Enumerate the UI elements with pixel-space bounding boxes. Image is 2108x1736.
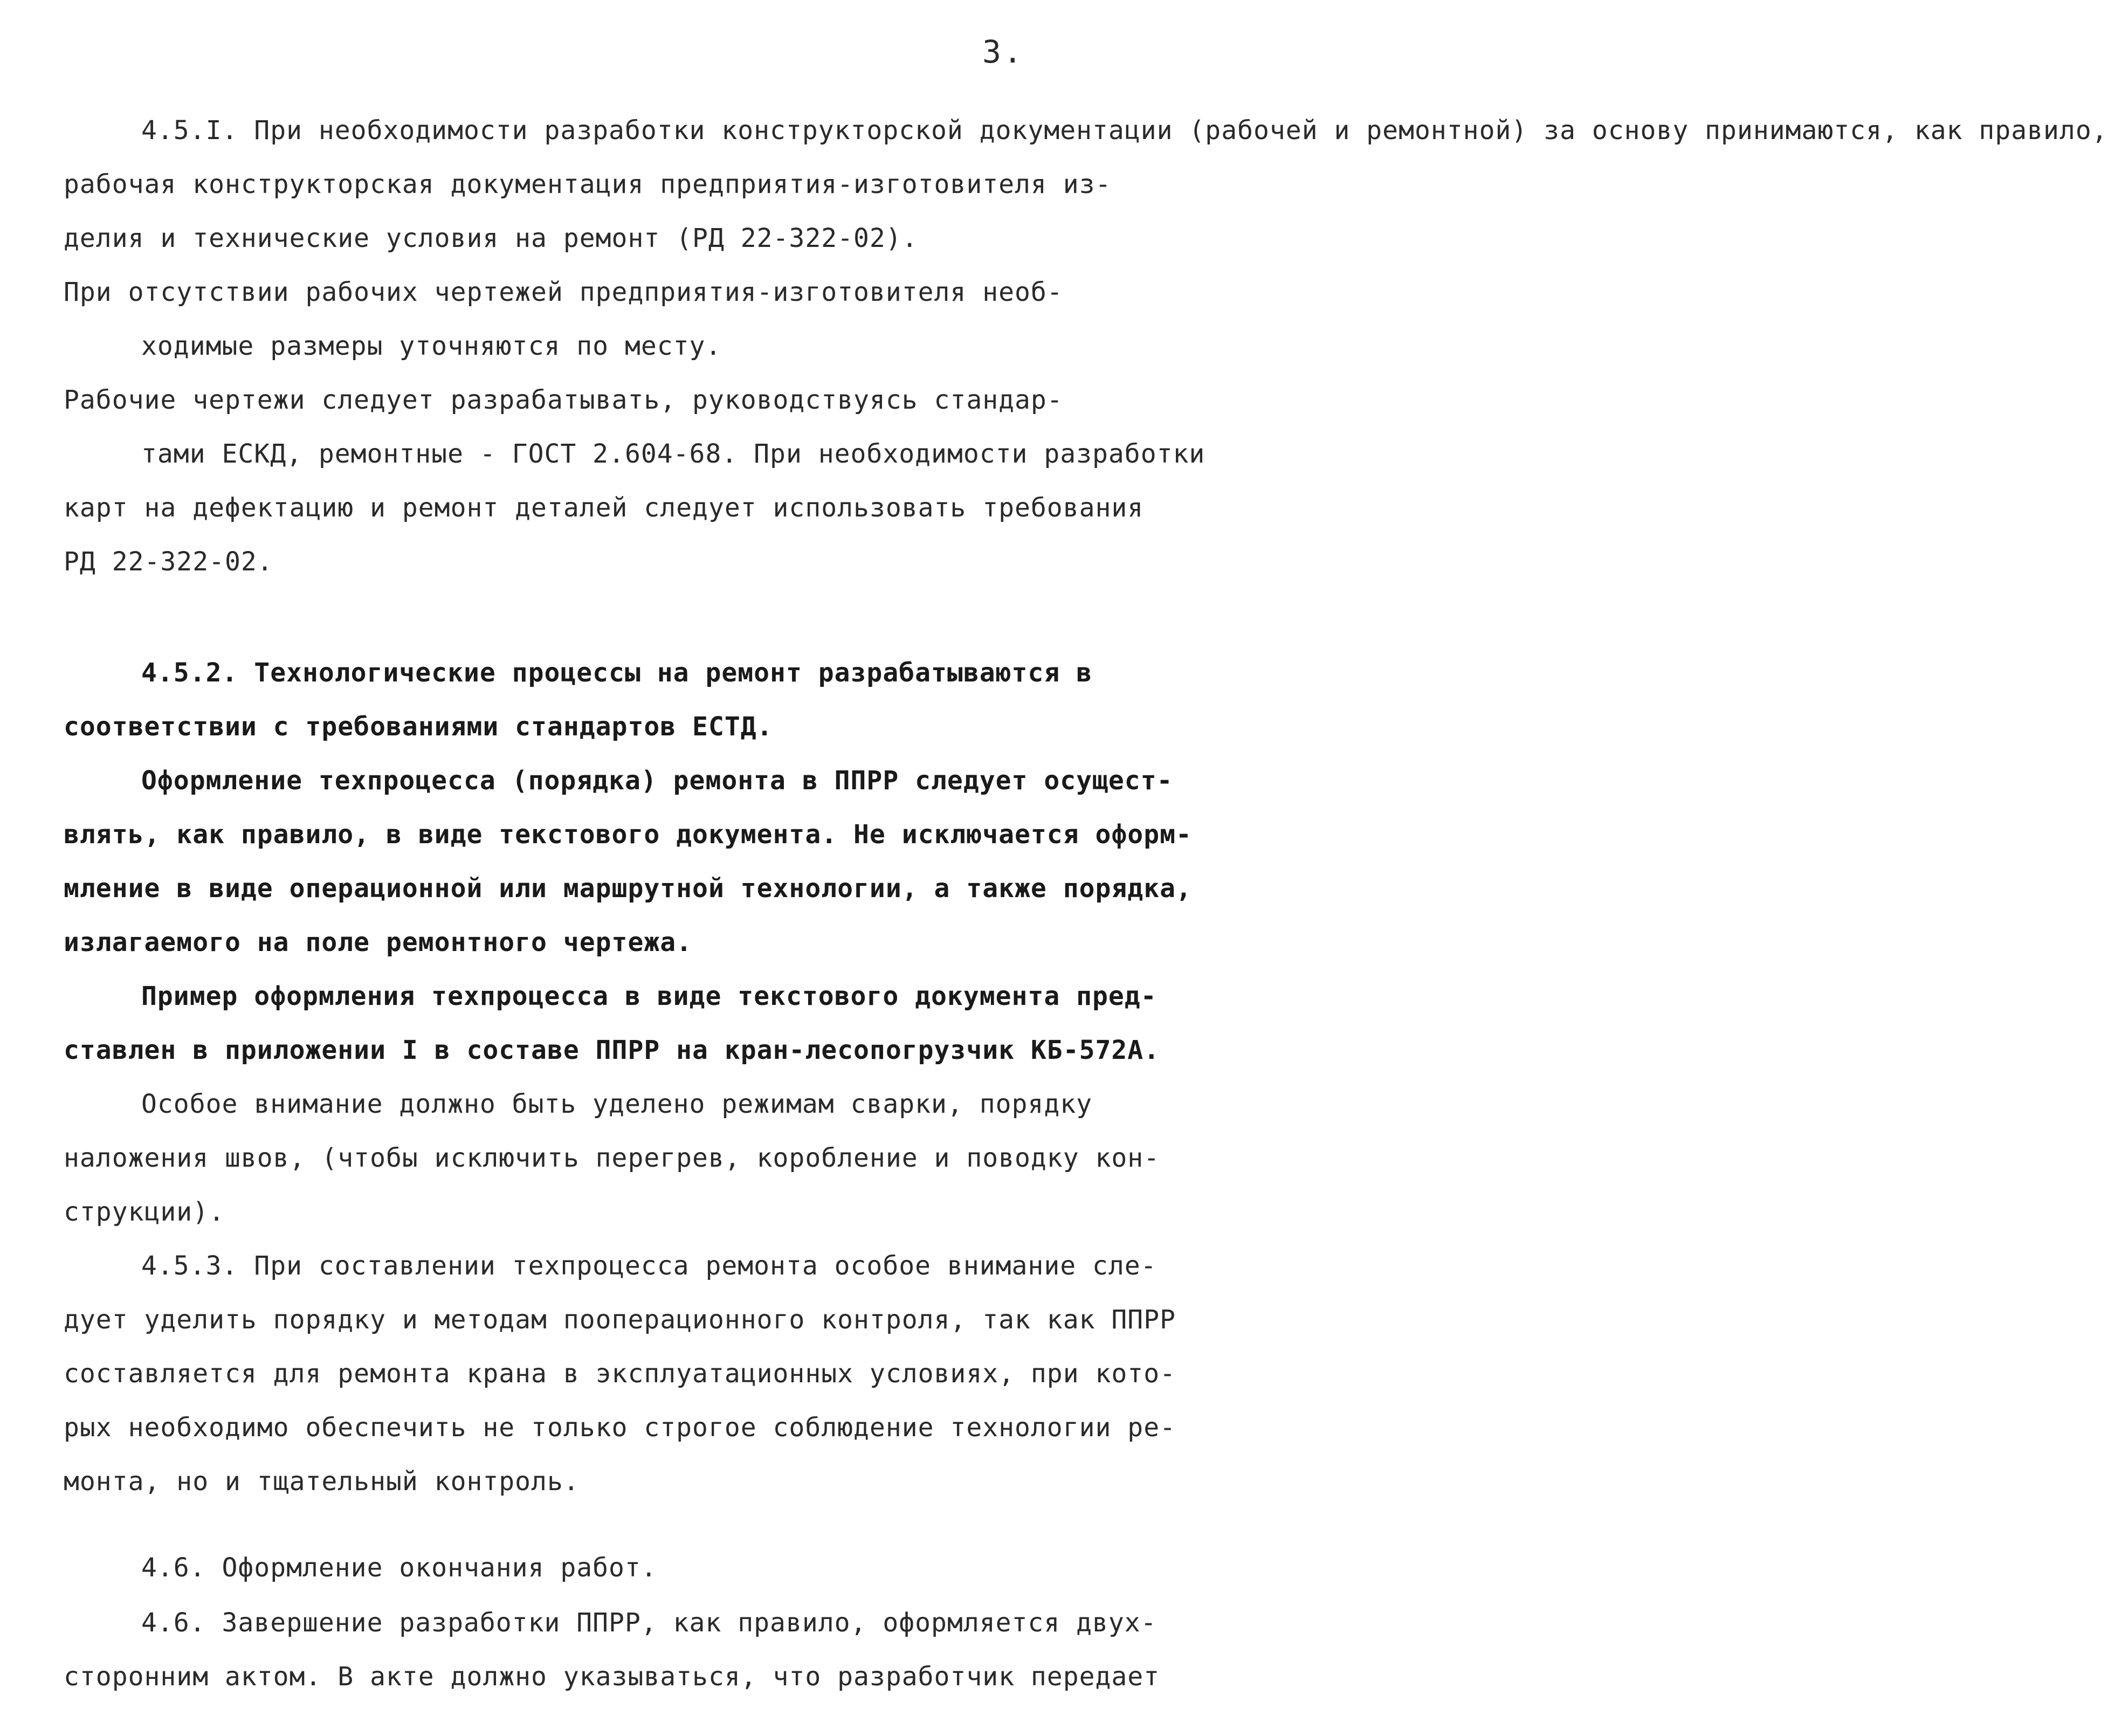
text-line: составляется для ремонта крана в эксплуатационных условиях, при кото- — [64, 1359, 1176, 1389]
text-line: струкции). — [64, 1197, 225, 1227]
text-line: 4.5.2. Технологические процессы на ремонт разрабатываются в — [141, 658, 1093, 688]
text-line: излагаемого на поле ремонтного чертежа. — [64, 927, 693, 957]
text-line: РД 22-322-02. — [64, 547, 273, 577]
text-line: 4.6. Завершение разработки ППРР, как правило, оформляется двух- — [141, 1608, 1157, 1638]
text-line: карт на дефектацию и ремонт деталей следует использовать требования — [64, 493, 1144, 523]
text-line: делия и технические условия на ремонт (РД 22-322-02). — [64, 223, 918, 253]
text-line: Рабочие чертежи следует разрабатывать, руководствуясь стандар- — [64, 385, 1063, 415]
text-line: дует уделить порядку и методам пооперационного контроля, так как ППРР — [64, 1305, 1176, 1335]
text-line: 4.5.I. При необходимости разработки конструкторской документации (рабочей и ремонтной) за основу принимаются, как правило, — [141, 115, 2108, 146]
text-line: рабочая конструкторская документация предприятия-изготовителя из- — [64, 169, 1112, 199]
text-line: ставлен в приложении I в составе ППРР на кран-лесопогрузчик КБ-572А. — [64, 1035, 1160, 1065]
text-line: соответствии с требованиями стандартов ЕСТД. — [64, 712, 773, 742]
text-line: влять, как правило, в виде текстового документа. Не исключается оформ- — [64, 819, 1192, 850]
text-line: Оформление техпроцесса (порядка) ремонта в ППРР следует осущест- — [141, 766, 1173, 796]
text-line: 4.5.3. При составлении техпроцесса ремонта особое внимание сле- — [141, 1251, 1157, 1281]
text-line: Особое внимание должно быть уделено режимам сварки, порядку — [141, 1089, 1093, 1119]
text-line: Пример оформления техпроцесса в виде текстового документа пред- — [141, 981, 1157, 1011]
text-line: тами ЕСКД, ремонтные - ГОСТ 2.604-68. При необходимости разработки — [141, 439, 1205, 469]
text-line: рых необходимо обеспечить не только строгое соблюдение технологии ре- — [64, 1413, 1176, 1443]
text-line: 4.6. Оформление окончания работ. — [141, 1553, 657, 1583]
text-line: ходимые размеры уточняются по месту. — [141, 331, 722, 361]
text-line: наложения швов, (чтобы исключить перегрев, коробление и поводку кон- — [64, 1143, 1160, 1173]
page-number: 3. — [982, 33, 1024, 70]
text-line: монта, но и тщательный контроль. — [64, 1466, 580, 1497]
text-line: При отсутствии рабочих чертежей предприятия-изготовителя необ- — [64, 277, 1063, 307]
text-line: мление в виде операционной или маршрутной технологии, а также порядка, — [64, 873, 1192, 904]
text-line: сторонним актом. В акте должно указываться, что разработчик передает — [64, 1662, 1160, 1692]
